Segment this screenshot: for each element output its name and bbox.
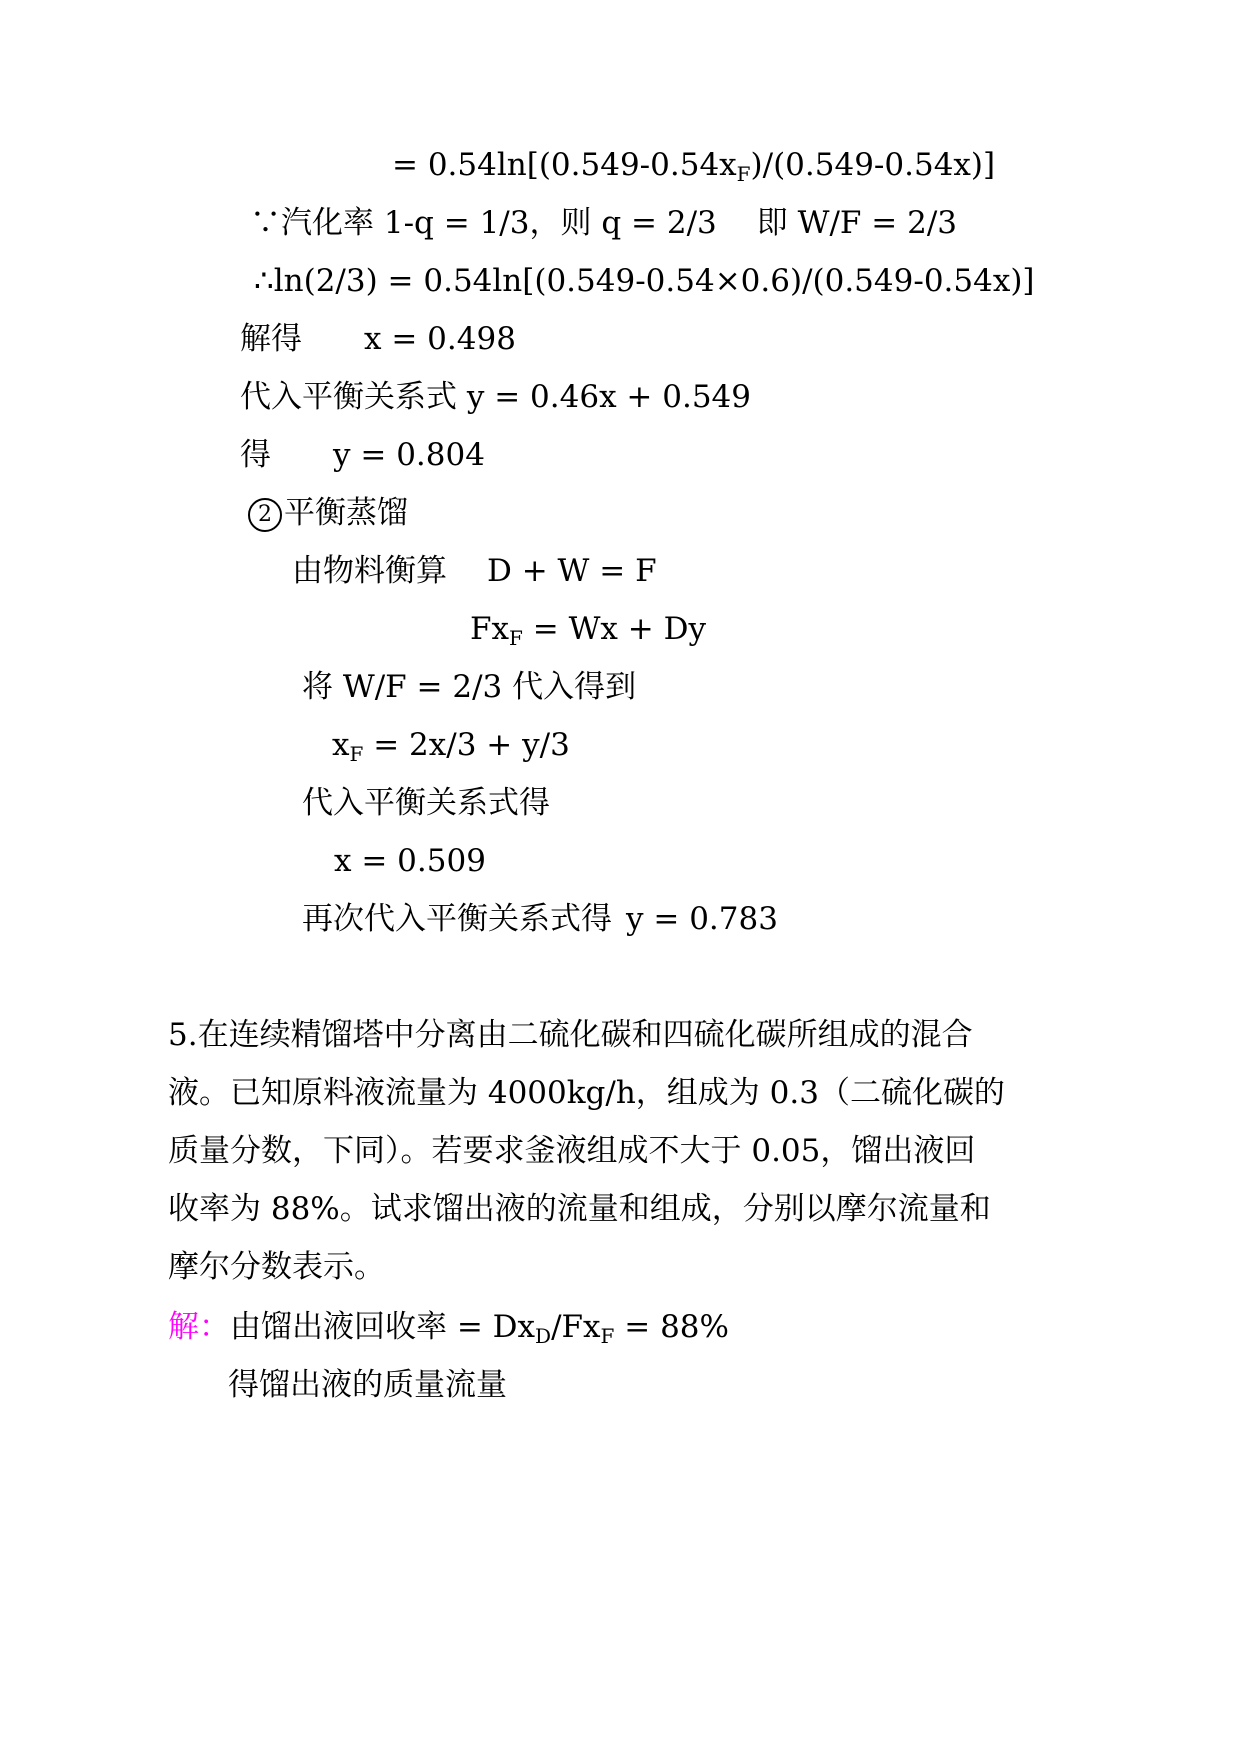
text-span: Fx [470,611,509,647]
equation-line-1 [392,145,995,185]
text-span: 将 W/F = 2/3 代入得到 [302,669,637,705]
text-span: 得馏出液的质量流量 [228,1367,507,1403]
subscript: F [509,626,523,650]
vaporization-rate-line [250,203,957,243]
result-y-again-line [302,899,778,939]
text-span: 代入平衡关系式 y = 0.46x + 0.549 [240,379,751,415]
paragraph-text: 收率为 88%。试求馏出液的流量和组成，分别以摩尔流量和 [168,1191,991,1227]
paragraph-text: 摩尔分数表示。 [168,1249,385,1285]
text-span: 再次代入平衡关系式得 [302,901,612,937]
text-span: 由物料衡算 [292,553,447,589]
text-span: 即 W/F = 2/3 [756,205,957,241]
text-span: y = 0.783 [626,901,778,937]
heading-text: 平衡蒸馏 [284,495,408,531]
text-span: 由馏出液回收率 = Dx [230,1309,536,1345]
text-span: 代入平衡关系式得 [302,785,550,821]
equation-text: ∴ln(2/3) = 0.54ln[(0.549-0.54×0.6)/(0.549-0.54x)] [254,263,1035,299]
substitute-equilibrium-line [302,783,550,823]
text-span: y = 0.804 [333,437,485,473]
text-span: x [332,727,350,763]
subscript: F [736,162,751,186]
paragraph-text: 液。已知原料液流量为 4000kg/h，组成为 0.3（二硫化碳的 [168,1075,1005,1111]
feed-composition-line [332,725,570,765]
text-span: 解得 [240,321,302,357]
text-span: 得 [240,437,271,473]
text-span: = 88% [614,1309,729,1345]
equation-text: = 0.54ln[(0.549-0.54x [392,147,737,183]
problem-line-1 [168,1015,973,1055]
equilibrium-relation-line [240,377,751,417]
circled-number: 2 [248,498,282,532]
solution-label: 解： [168,1309,230,1345]
text-span: /Fx [551,1309,601,1345]
component-balance-line [470,609,706,649]
solve-x-line [240,319,516,359]
text-span: x = 0.498 [364,321,516,357]
problem-line-4 [168,1189,991,1229]
material-balance-line [292,551,657,591]
equation-text: )/(0.549-0.54x)] [750,147,996,183]
paragraph-text: 质量分数，下同）。若要求釜液组成不大于 0.05，馏出液回 [168,1133,976,1169]
solution-line-2 [228,1365,507,1405]
text-span: x = 0.509 [334,843,486,879]
paragraph-text: 5.在连续精馏塔中分离由二硫化碳和四硫化碳所组成的混合 [168,1017,973,1053]
text-span: = 2x/3 + y/3 [363,727,570,763]
problem-line-5 [168,1247,385,1287]
text-span: ∵汽化率 1-q = 1/3，则 q = 2/3 [250,205,717,241]
subscript: F [349,742,364,766]
result-y-line [240,435,485,475]
problem-line-2 [168,1073,1005,1113]
subscript: D [535,1324,552,1348]
problem-line-3 [168,1131,975,1171]
text-span: D + W = F [487,553,657,589]
result-x-line [334,841,486,881]
solution-line-1 [168,1307,729,1347]
subscript: F [600,1324,615,1348]
substitute-ratio-line [302,667,636,707]
text-span: = Wx + Dy [522,611,706,647]
section-heading-equilibrium-distillation [248,493,408,533]
equation-line-3 [254,261,1035,301]
